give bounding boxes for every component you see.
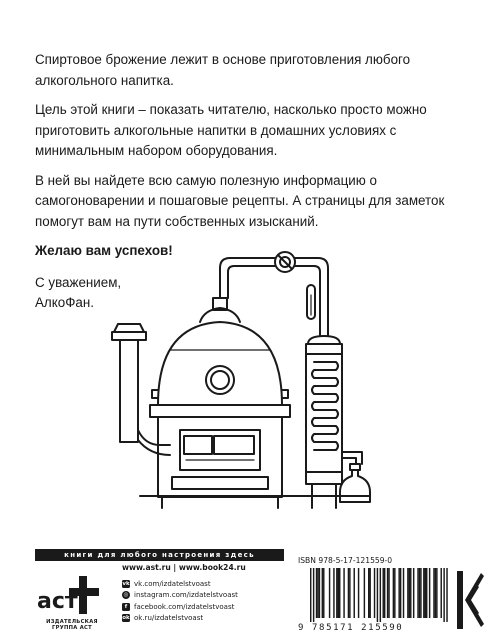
barcode-bar bbox=[316, 568, 317, 618]
regards-line: С уважением, bbox=[35, 274, 122, 290]
social-link-facebook[interactable] bbox=[122, 601, 238, 613]
barcode-bar bbox=[358, 568, 359, 618]
barcode-bar bbox=[319, 568, 320, 618]
barcode-bar bbox=[368, 568, 369, 618]
ast-logo-icon bbox=[35, 570, 107, 620]
moonshine-still-illustration bbox=[100, 240, 400, 520]
barcode-bar bbox=[393, 568, 394, 618]
barcode-bar bbox=[394, 568, 395, 618]
barcode-bar bbox=[374, 568, 375, 618]
barcode-bar bbox=[338, 568, 339, 618]
barcode-bar bbox=[398, 568, 399, 618]
barcode-bar bbox=[348, 568, 349, 618]
barcode-bar bbox=[446, 568, 447, 622]
instagram-icon: ◎ bbox=[123, 592, 129, 599]
barcode-bar bbox=[400, 568, 401, 618]
social-link-instagram[interactable] bbox=[122, 590, 238, 602]
barcode-bar bbox=[333, 568, 334, 618]
barcode-bar bbox=[313, 568, 314, 622]
barcode-bar bbox=[426, 568, 427, 618]
barcode-bar bbox=[387, 568, 388, 618]
social-link-odnoklassniki[interactable] bbox=[122, 613, 238, 625]
vk-icon: vk bbox=[122, 580, 130, 587]
barcode-bar bbox=[423, 568, 424, 618]
barcode-bar bbox=[403, 568, 404, 618]
social-link-text: ok.ru/izdatelstvoast bbox=[134, 614, 204, 623]
intro-paragraph-2: Цель этой книги – показать читателю, насколько просто можно приготовить алкогольные напитки в домашних условиях с минимальным набором оборудования. bbox=[35, 102, 427, 158]
social-link-text: facebook.com/izdatelstvoast bbox=[134, 602, 235, 611]
barcode-bar bbox=[383, 568, 384, 618]
barcode bbox=[298, 568, 450, 627]
ast-logo-text: аст bbox=[37, 589, 78, 614]
barcode-bar bbox=[410, 568, 411, 618]
publisher-caption: ИЗДАТЕЛЬСКАЯ ГРУППА АСТ bbox=[46, 619, 98, 631]
isbn-label: ISBN 978-5-17-121559-0 bbox=[298, 556, 393, 565]
author-signature: АлкоФан. bbox=[35, 295, 94, 310]
barcode-bar bbox=[323, 568, 324, 618]
wish-line: Желаю вам успехов! bbox=[35, 243, 173, 258]
barcode-bar bbox=[317, 568, 318, 618]
barcode-bar bbox=[339, 568, 340, 618]
barcode-bar bbox=[417, 568, 418, 618]
social-link-text: instagram.com/izdatelstvoast bbox=[134, 591, 238, 600]
intro-paragraph-1: Спиртовое брожение лежит в основе приготовления любого алкогольного напитка. bbox=[35, 52, 411, 88]
barcode-bar bbox=[436, 568, 437, 618]
barcode-bar bbox=[433, 568, 434, 618]
barcode-bar bbox=[377, 568, 378, 622]
barcode-bar bbox=[443, 568, 444, 622]
barcode-bar bbox=[354, 568, 355, 618]
barcode-bar bbox=[441, 568, 442, 618]
barcode-bar bbox=[384, 568, 385, 618]
publisher-sites[interactable]: www.ast.ru | www.book24.ru bbox=[122, 563, 246, 572]
barcode-bar bbox=[419, 568, 420, 618]
barcode-bars bbox=[298, 568, 450, 622]
barcode-bar bbox=[425, 568, 426, 618]
barcode-bar bbox=[343, 568, 344, 618]
barcode-bar bbox=[349, 568, 350, 618]
social-links bbox=[122, 578, 238, 624]
intro-paragraph-3: В ней вы найдете всю самую полезную информацию о самогоноварении и пошаговые рецепты. А страницы для заметок помогут вам на пути собственных изысканий. bbox=[35, 172, 445, 229]
barcode-bar bbox=[322, 568, 323, 618]
facebook-icon: f bbox=[122, 603, 130, 611]
barcode-bar bbox=[407, 568, 408, 618]
barcode-bar bbox=[336, 568, 337, 618]
social-link-text: vk.com/izdatelstvoast bbox=[134, 579, 211, 588]
barcode-bar bbox=[435, 568, 436, 618]
publisher-banner: книги для любого настроения здесь bbox=[35, 549, 284, 561]
barcode-bar bbox=[310, 568, 311, 622]
barcode-bar bbox=[388, 568, 389, 618]
barcode-digits: 9 785171 215590 bbox=[298, 623, 404, 633]
barcode-bar bbox=[329, 568, 330, 618]
barcode-bar bbox=[429, 568, 430, 618]
barcode-bar bbox=[413, 568, 414, 618]
barcode-bar bbox=[380, 568, 381, 622]
odnoklassniki-icon: ok bbox=[122, 615, 130, 622]
publisher-k-mark-icon bbox=[455, 569, 485, 631]
social-link-vk[interactable] bbox=[122, 578, 238, 590]
barcode-bar bbox=[420, 568, 421, 618]
ast-logo bbox=[35, 570, 107, 620]
barcode-bar bbox=[364, 568, 365, 618]
barcode-bar bbox=[409, 568, 410, 618]
barcode-bar bbox=[369, 568, 370, 618]
